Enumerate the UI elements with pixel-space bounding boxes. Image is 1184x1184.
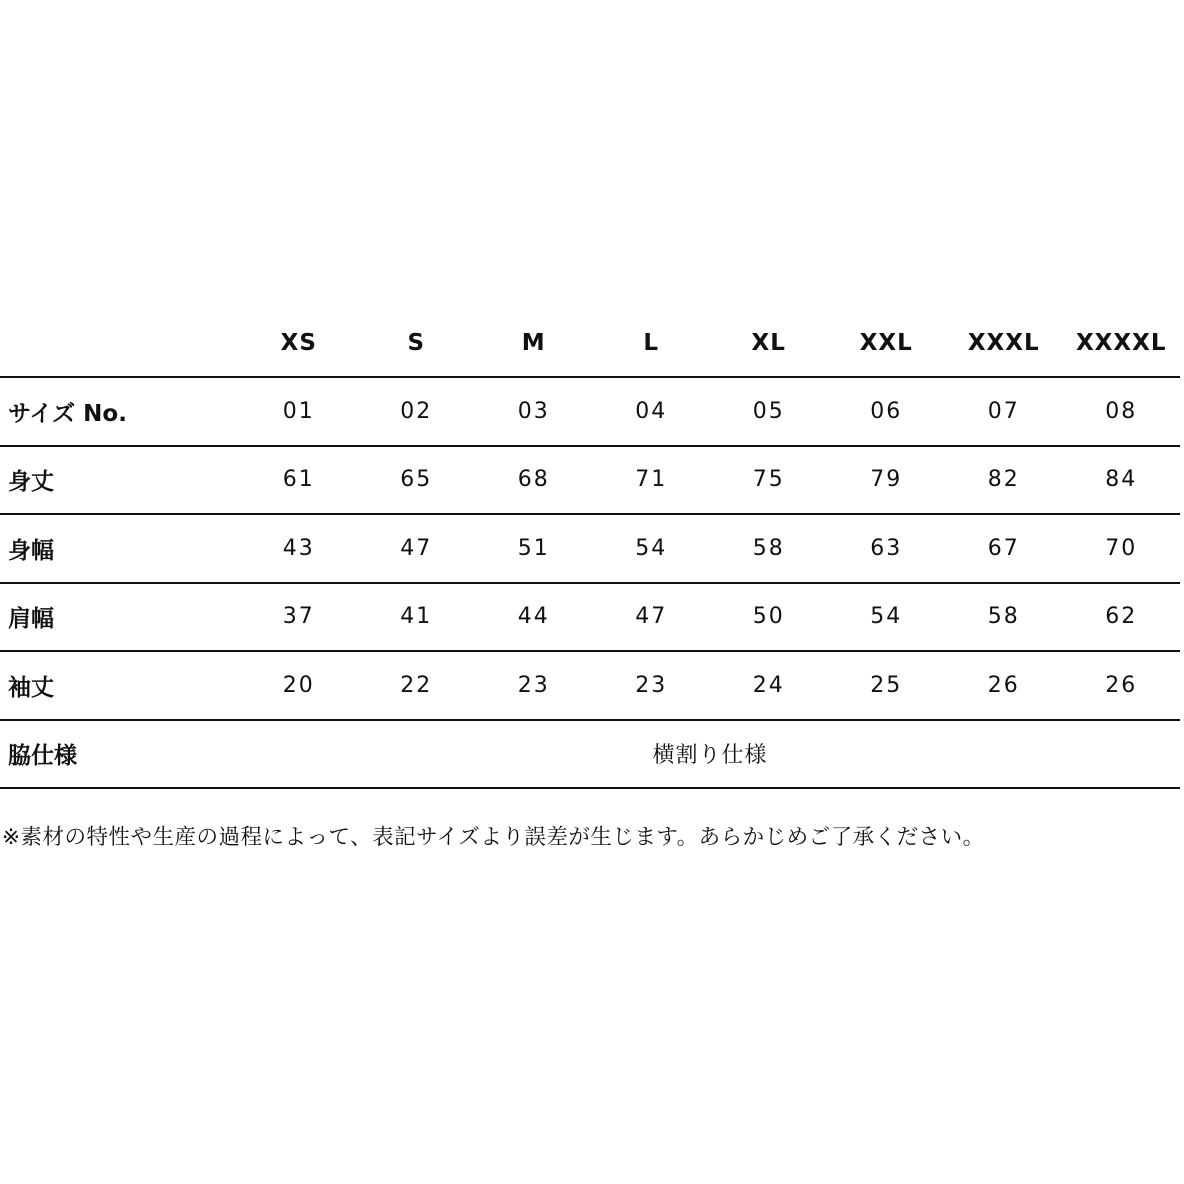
table-cell: 54 (870, 604, 903, 630)
table-cell: 84 (1105, 467, 1138, 493)
table-row-size-no (0, 378, 1180, 447)
table-cell: 58 (752, 535, 785, 561)
table-cell: 61 (282, 467, 315, 493)
table-cell: 03 (517, 398, 550, 424)
table-cell: 43 (282, 535, 315, 561)
row-label: サイズ No. (8, 400, 127, 427)
table-cell: 47 (400, 535, 433, 561)
table-cell: 07 (987, 398, 1020, 424)
disclaimer-note: ※素材の特性や生産の過程によって、表記サイズより誤差が生じます。あらかじめご了承ください。 (2, 825, 985, 850)
table-cell: 06 (870, 398, 903, 424)
table-cell: 62 (1105, 604, 1138, 630)
table-cell: 26 (1105, 672, 1138, 698)
column-header-m: M (521, 330, 546, 356)
table-cell: 79 (870, 467, 903, 493)
table-cell: 63 (870, 535, 903, 561)
table-cell: 20 (282, 672, 315, 698)
table-row-sleeve-length (0, 652, 1180, 721)
table-row-shoulder-width (0, 584, 1180, 653)
table-cell: 68 (517, 467, 550, 493)
table-cell: 23 (517, 672, 550, 698)
row-label: 肩幅 (8, 606, 54, 633)
table-cell: 75 (752, 467, 785, 493)
table-row-body-width (0, 515, 1180, 584)
table-cell: 37 (282, 604, 315, 630)
table-cell: 23 (635, 672, 668, 698)
table-cell: 54 (635, 535, 668, 561)
size-columns (240, 330, 1180, 356)
table-cell: 22 (400, 672, 433, 698)
row-label: 脇仕様 (8, 743, 77, 770)
table-cell: 51 (517, 535, 550, 561)
row-label: 袖丈 (8, 674, 54, 701)
table-cell: 82 (987, 467, 1020, 493)
table-cell: 47 (635, 604, 668, 630)
column-header-xs: XS (280, 330, 317, 356)
table-row-side-spec (0, 721, 1180, 790)
table-cell: 26 (987, 672, 1020, 698)
row-label: 身丈 (8, 469, 54, 496)
table-cell: 67 (987, 535, 1020, 561)
table-cell: 65 (400, 467, 433, 493)
table-cell: 24 (752, 672, 785, 698)
table-cell: 58 (987, 604, 1020, 630)
table-cell: 50 (752, 604, 785, 630)
table-cell: 71 (635, 467, 668, 493)
table-cell: 01 (282, 398, 315, 424)
size-chart-table (0, 310, 1180, 789)
table-cell: 44 (517, 604, 550, 630)
table-cell: 04 (635, 398, 668, 424)
column-header-xl: XL (751, 330, 786, 356)
table-cell: 05 (752, 398, 785, 424)
column-header-xxl: XXL (859, 330, 913, 356)
table-cell: 08 (1105, 398, 1138, 424)
table-cell: 70 (1105, 535, 1138, 561)
table-cell: 41 (400, 604, 433, 630)
column-header-l: L (643, 330, 660, 356)
table-cell: 02 (400, 398, 433, 424)
table-header-row (0, 310, 1180, 378)
column-header-xxxxl: XXXXL (1075, 330, 1167, 356)
table-cell: 25 (870, 672, 903, 698)
row-label: 身幅 (8, 537, 54, 564)
side-spec-value: 横割り仕様 (652, 743, 768, 769)
column-header-xxxl: XXXL (967, 330, 1040, 356)
column-header-s: S (407, 330, 426, 356)
table-row-body-length (0, 447, 1180, 516)
